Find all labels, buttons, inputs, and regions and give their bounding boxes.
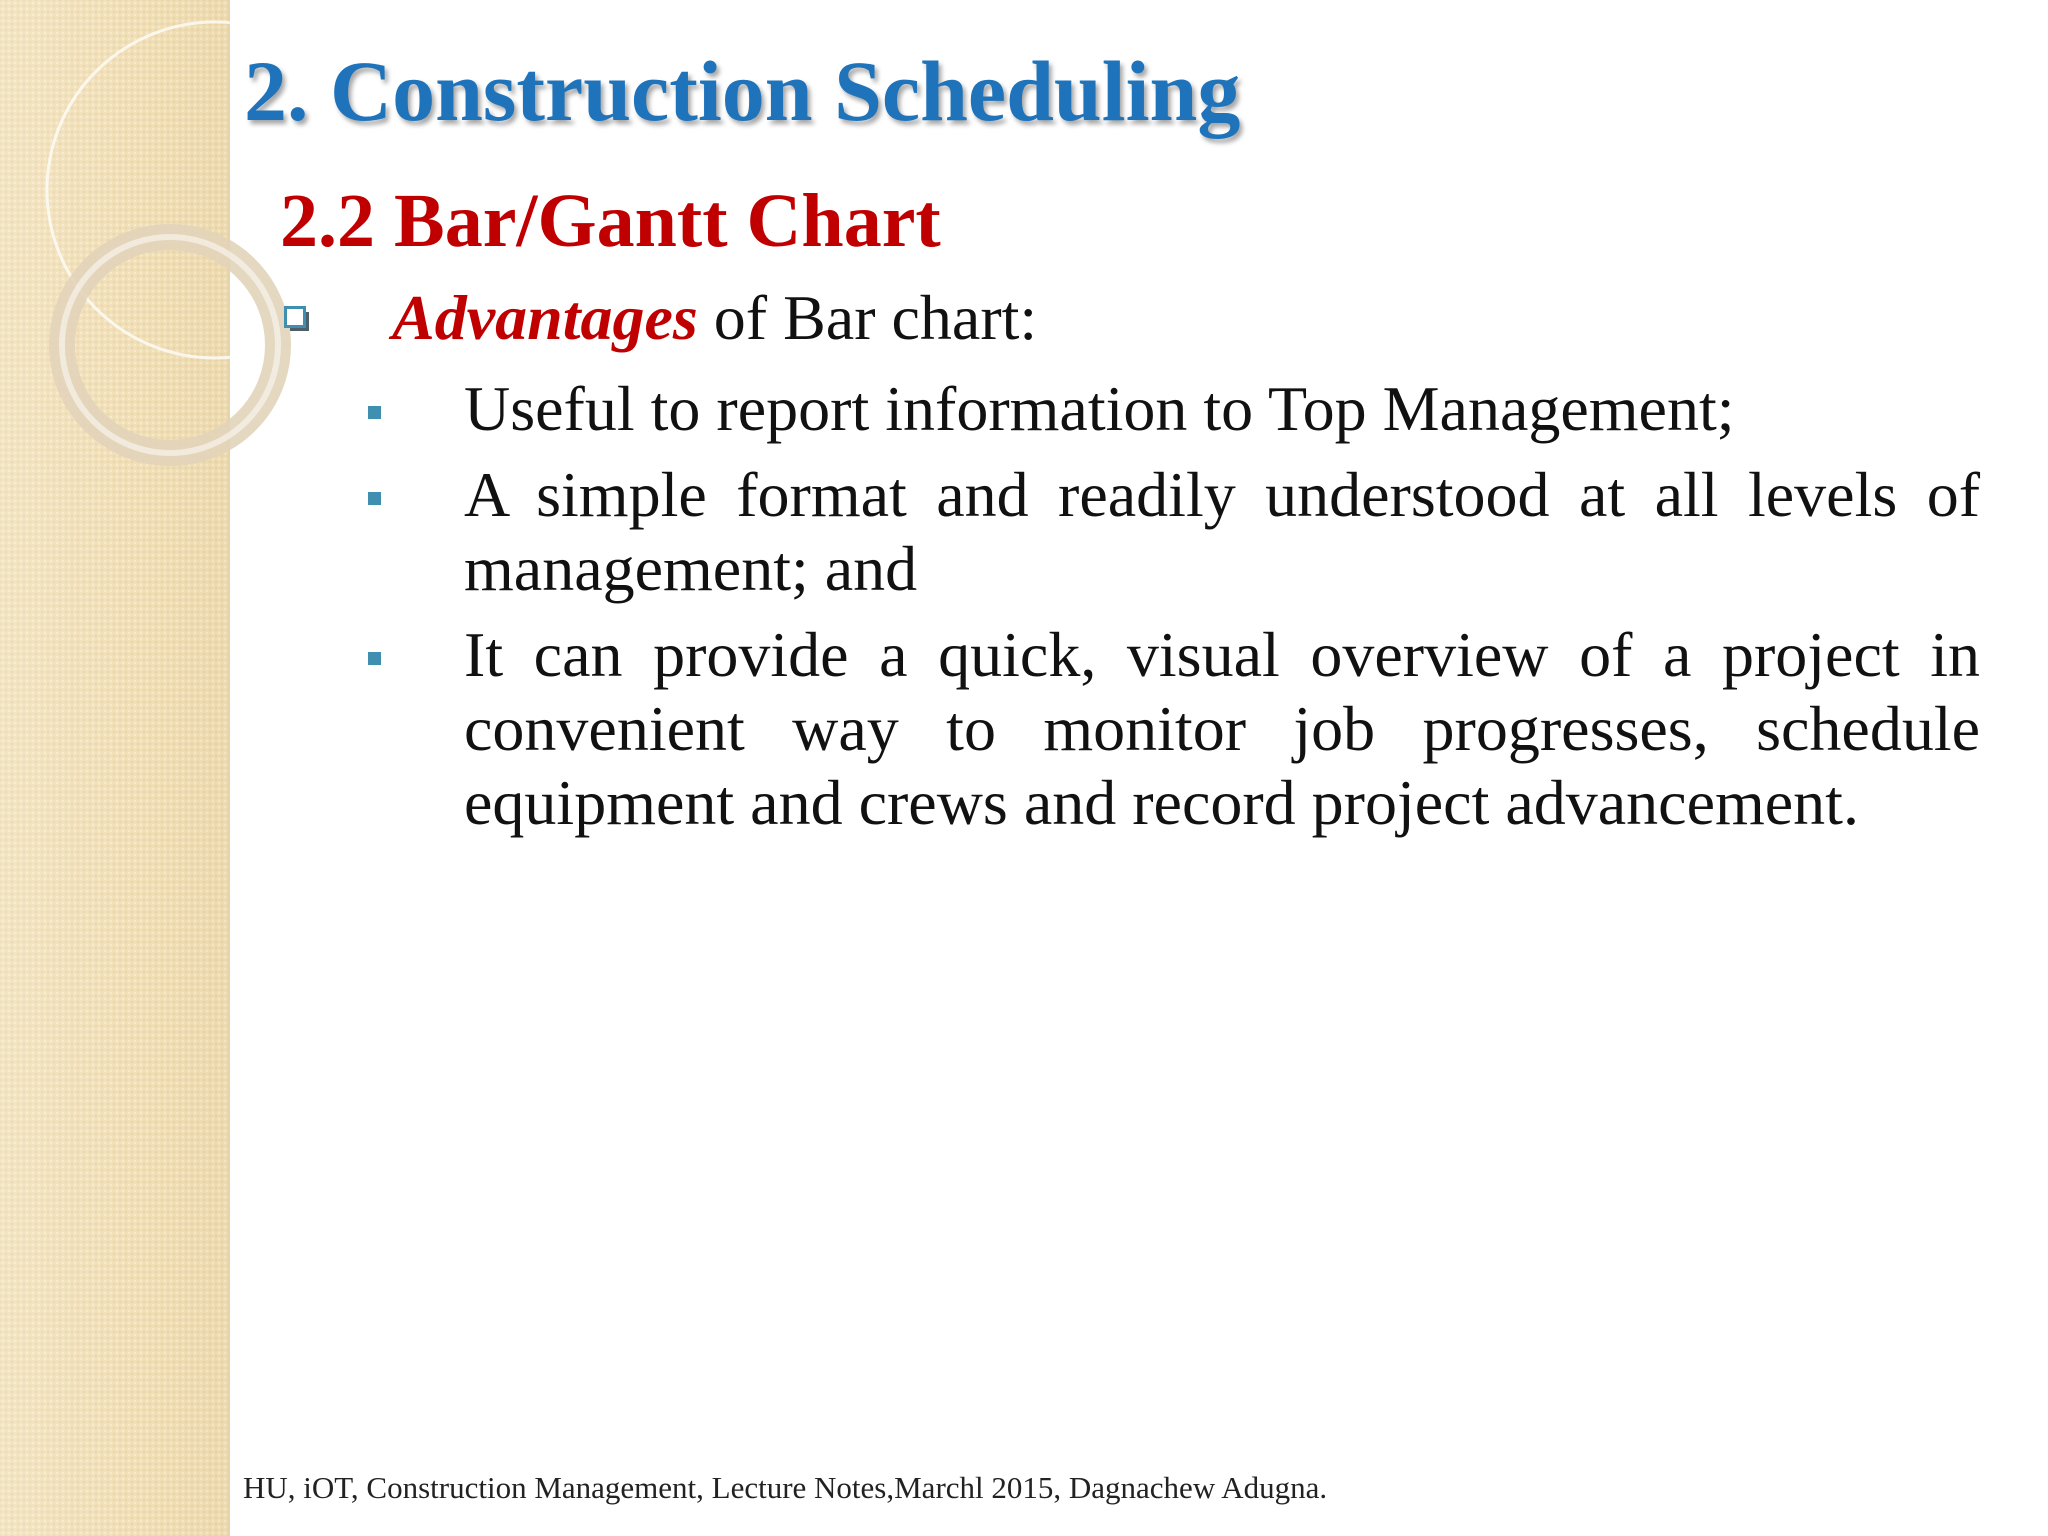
- list-item: [360, 372, 1980, 446]
- slide-subtitle: 2.2 Bar/Gantt Chart: [280, 179, 941, 263]
- square-bullet-icon: [368, 652, 381, 665]
- list-item-text: It can provide a quick, visual overview of a project in convenient way to monitor job progresses, schedule equipment and crews and record project advancement.: [464, 619, 1980, 838]
- lead-emphasis: Advantages: [392, 282, 698, 353]
- list-item-text: A simple format and readily understood at all levels of management; and: [464, 459, 1980, 604]
- lead-rest: of Bar chart:: [697, 282, 1038, 353]
- list-item: [360, 458, 1980, 606]
- lead-bullet: [280, 280, 2000, 360]
- footer-citation: HU, iOT, Construction Management, Lecture Notes,Marchl 2015, Dagnachew Adugna.: [243, 1470, 1328, 1505]
- list-item-text: Useful to report information to Top Management;: [464, 373, 1735, 444]
- lead-text: [392, 280, 1037, 357]
- slide-title: 2. Construction Scheduling: [244, 43, 1241, 139]
- square-bullet-icon: [368, 406, 381, 419]
- list-item: [360, 618, 1980, 840]
- checkbox-bullet-icon: [284, 306, 310, 332]
- advantages-list: [360, 372, 1980, 852]
- square-bullet-icon: [368, 492, 381, 505]
- ring-small-inner: [62, 237, 278, 453]
